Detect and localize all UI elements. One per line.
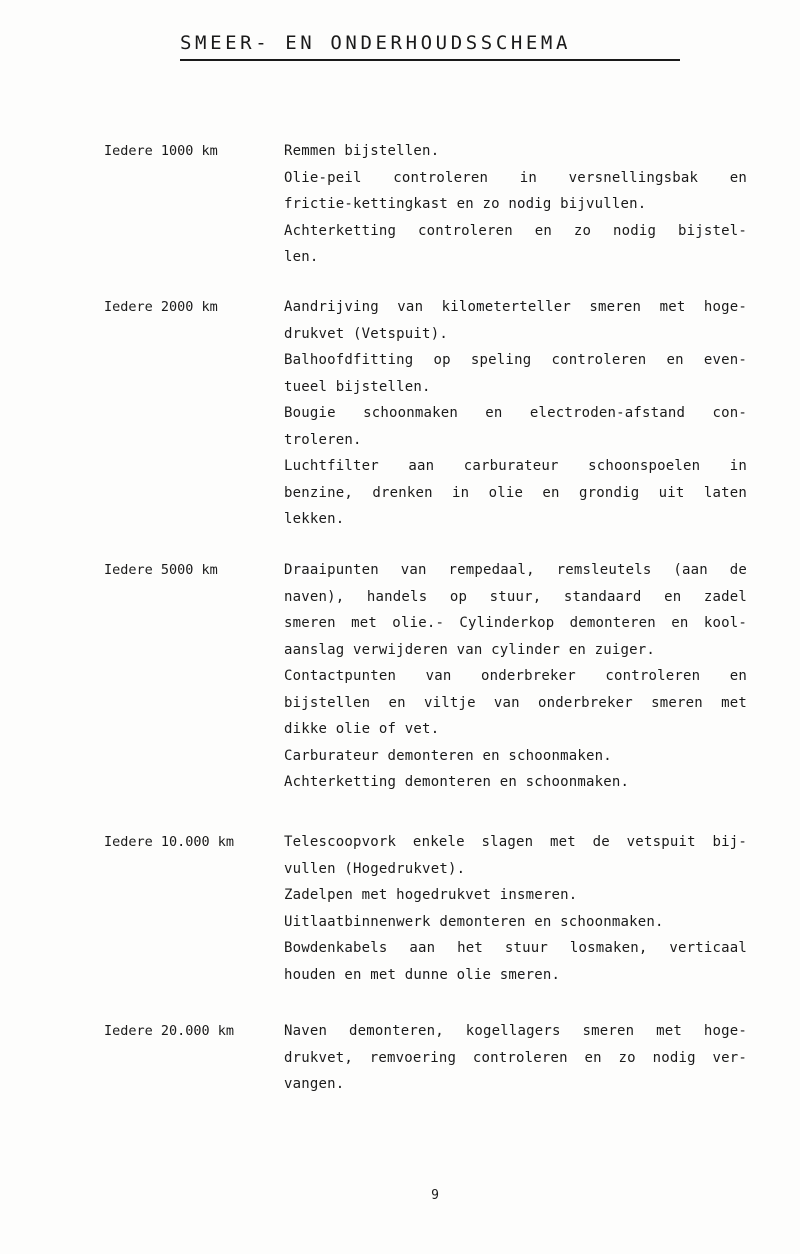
section-text bbox=[284, 557, 747, 796]
section-label: Iedere 2000 km bbox=[104, 299, 218, 315]
text-line: bijstellen en viltje van onderbreker smeren met bbox=[284, 694, 747, 711]
text-line: Contactpunten van onderbreker controleren en bbox=[284, 668, 747, 684]
text-line: Naven demonteren, kogellagers smeren met hoge- bbox=[284, 1023, 747, 1039]
text-line: Draaipunten van rempedaal, remsleutels (aan de bbox=[284, 562, 747, 578]
text-line: Uitlaatbinnenwerk demonteren en schoonmaken. bbox=[284, 913, 664, 930]
text-line: vullen (Hogedrukvet). bbox=[284, 860, 466, 877]
text-line: naven), handels op stuur, standaard en zadel bbox=[284, 588, 747, 605]
page-title: SMEER- EN ONDERHOUDSSCHEMA bbox=[180, 32, 680, 61]
section-label: Iedere 1000 km bbox=[104, 143, 218, 159]
text-line: vangen. bbox=[284, 1076, 345, 1092]
text-line: Olie-peil controleren in versnellingsbak en bbox=[284, 169, 747, 186]
section-text bbox=[284, 1018, 747, 1098]
text-line: Achterketting controleren en zo nodig bijstel- bbox=[284, 222, 747, 239]
text-line: aanslag verwijderen van cylinder en zuiger. bbox=[284, 641, 656, 658]
text-line: Telescoopvork enkele slagen met de vetspuit bij- bbox=[284, 834, 747, 850]
text-line: benzine, drenken in olie en grondig uit laten bbox=[284, 484, 747, 501]
text-line: Bowdenkabels aan het stuur losmaken, verticaal bbox=[284, 940, 747, 956]
section-label: Iedere 20.000 km bbox=[104, 1023, 235, 1039]
section-text bbox=[284, 829, 747, 988]
section-label: Iedere 5000 km bbox=[104, 562, 218, 578]
text-line: frictie-kettingkast en zo nodig bijvullen. bbox=[284, 196, 647, 212]
text-line: troleren. bbox=[284, 431, 362, 448]
text-line: Aandrijving van kilometerteller smeren met hoge- bbox=[284, 299, 747, 315]
text-line: dikke olie of vet. bbox=[284, 721, 440, 737]
text-line: Carburateur demonteren en schoonmaken. bbox=[284, 747, 612, 764]
page-number: 9 bbox=[431, 1188, 439, 1203]
text-line: houden en met dunne olie smeren. bbox=[284, 966, 561, 983]
section-label: Iedere 10.000 km bbox=[104, 834, 235, 850]
text-line: Remmen bijstellen. bbox=[284, 143, 440, 159]
text-line: Bougie schoonmaken en electroden-afstand con- bbox=[284, 405, 747, 421]
section-text bbox=[284, 138, 747, 271]
text-line: smeren met olie.- Cylinderkop demonteren en kool- bbox=[284, 615, 747, 631]
text-line: lekken. bbox=[284, 511, 345, 527]
text-line: drukvet (Vetspuit). bbox=[284, 325, 448, 342]
text-line: Achterketting demonteren en schoonmaken. bbox=[284, 774, 630, 790]
text-line: tueel bijstellen. bbox=[284, 378, 431, 395]
section-text bbox=[284, 294, 747, 533]
text-line: len. bbox=[284, 249, 319, 265]
text-line: Luchtfilter aan carburateur schoonspoelen in bbox=[284, 458, 747, 474]
text-line: drukvet, remvoering controleren en zo nodig ver- bbox=[284, 1049, 747, 1066]
text-line: Zadelpen met hogedrukvet insmeren. bbox=[284, 887, 578, 903]
text-line: Balhoofdfitting op speling controleren en even- bbox=[284, 352, 747, 368]
